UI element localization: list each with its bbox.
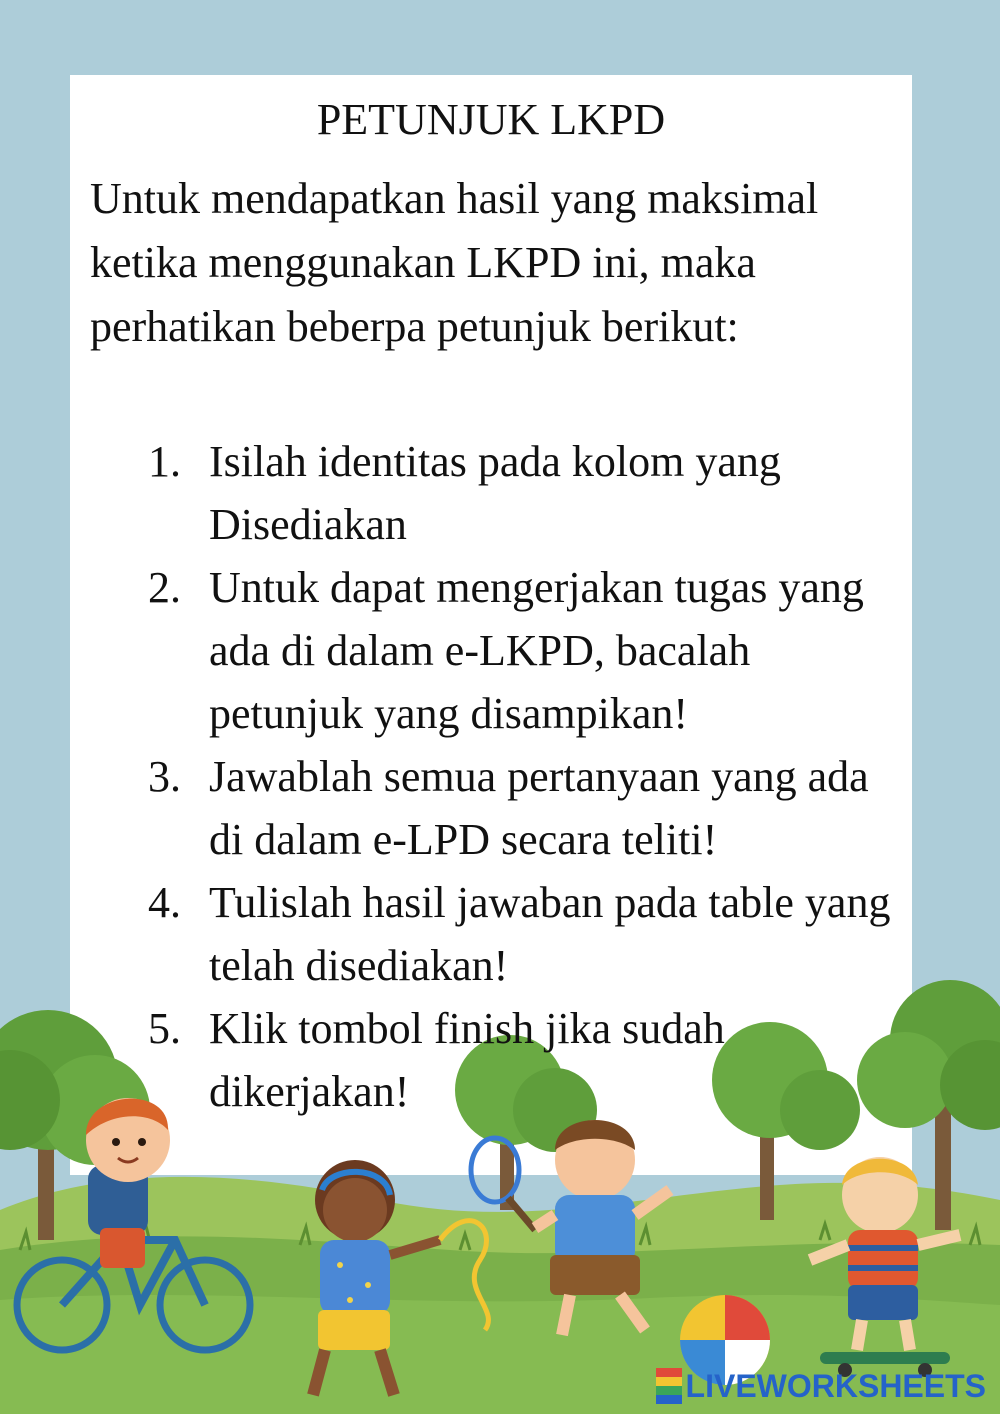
list-item	[148, 430, 898, 556]
list-item	[148, 997, 898, 1123]
watermark-label: LIVEWORKSHEETS	[685, 1367, 986, 1404]
intro-paragraph: Untuk mendapatkan hasil yang maksimal ketika menggunakan LKPD ini, maka perhatikan beberpa petunjuk berikut:	[90, 174, 819, 351]
item-text: Untuk dapat mengerjakan tugas yang ada di dalam e-LKPD, bacalah petunjuk yang disampikan!	[209, 563, 864, 738]
list-item	[148, 556, 898, 745]
page-title: PETUNJUK LKPD	[316, 95, 666, 144]
item-number: 3.	[148, 752, 181, 801]
item-number: 5.	[148, 1004, 181, 1053]
instruction-list	[148, 430, 898, 1123]
item-number: 2.	[148, 563, 181, 612]
item-text: Jawablah semua pertanyaan yang ada di dalam e-LPD secara teliti!	[209, 752, 869, 864]
item-text: Klik tombol finish jika sudah dikerjakan!	[209, 1004, 725, 1116]
list-item	[148, 871, 898, 997]
item-text: Tulislah hasil jawaban pada table yang telah disediakan!	[209, 878, 891, 990]
liveworksheets-watermark[interactable]	[656, 1366, 986, 1406]
item-number: 1.	[148, 437, 181, 486]
item-number: 4.	[148, 878, 181, 927]
list-item	[148, 745, 898, 871]
liveworksheets-logo-icon	[656, 1368, 682, 1404]
item-text: Isilah identitas pada kolom yang Disediakan	[209, 437, 781, 549]
